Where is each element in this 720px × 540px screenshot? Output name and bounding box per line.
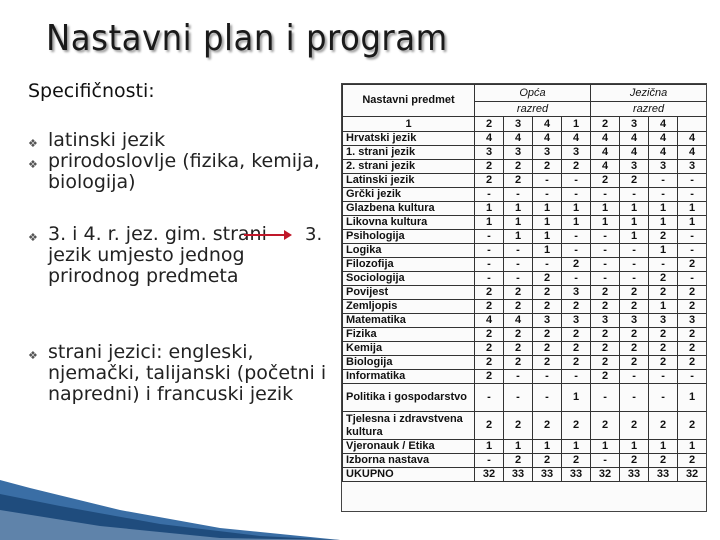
subject-cell: Latinski jezik <box>343 174 475 188</box>
hours-cell: 3 <box>649 314 678 328</box>
hours-cell: 33 <box>533 468 562 482</box>
hours-cell: - <box>649 384 678 412</box>
table-row <box>343 454 707 468</box>
hours-cell: 2 <box>620 174 649 188</box>
hours-cell: 4 <box>591 146 620 160</box>
subject-cell: Informatika <box>343 370 475 384</box>
hours-cell: - <box>562 272 591 286</box>
hours-cell: 2 <box>678 342 707 356</box>
hours-cell: 1 <box>678 440 707 454</box>
hours-cell: - <box>475 272 504 286</box>
hours-cell: 4 <box>504 132 533 146</box>
hours-cell: - <box>475 244 504 258</box>
table-row <box>343 244 707 258</box>
hours-cell: 2 <box>649 356 678 370</box>
hours-cell: - <box>649 258 678 272</box>
hours-cell: 1 <box>649 202 678 216</box>
grade-header-row <box>343 117 707 132</box>
hours-cell: - <box>475 454 504 468</box>
hours-cell: 1 <box>620 440 649 454</box>
hours-cell: - <box>504 384 533 412</box>
table-row <box>343 384 707 412</box>
hours-cell: 3 <box>504 146 533 160</box>
hours-cell: 2 <box>649 454 678 468</box>
hours-cell: 2 <box>562 356 591 370</box>
table-row <box>343 188 707 202</box>
hours-cell: 3 <box>678 160 707 174</box>
hours-cell: 4 <box>591 132 620 146</box>
subject-cell: Filozofija <box>343 258 475 272</box>
subject-cell: Hrvatski jezik <box>343 132 475 146</box>
hours-cell: 2 <box>504 328 533 342</box>
subject-cell: Matematika <box>343 314 475 328</box>
hours-cell: - <box>678 230 707 244</box>
subject-cell: Grčki jezik <box>343 188 475 202</box>
bullet-mark-icon: ❖ <box>28 137 38 150</box>
grade-header-cell: 3 <box>620 117 649 132</box>
hours-cell: - <box>533 370 562 384</box>
hours-cell: 4 <box>620 146 649 160</box>
hours-cell: 1 <box>533 440 562 454</box>
hours-cell: 2 <box>620 300 649 314</box>
hours-cell: 33 <box>562 468 591 482</box>
hours-cell: - <box>533 174 562 188</box>
hours-cell: 1 <box>620 216 649 230</box>
grade-header-cell: 1 <box>343 117 475 132</box>
grade-header-cell: 2 <box>591 117 620 132</box>
hours-cell: 32 <box>591 468 620 482</box>
subject-cell: Politika i gospodarstvo <box>343 384 475 412</box>
hours-cell: 3 <box>562 146 591 160</box>
hours-cell: 3 <box>533 314 562 328</box>
grade-header-cell: 3 <box>504 117 533 132</box>
hours-cell: 1 <box>504 202 533 216</box>
hours-cell: 1 <box>562 384 591 412</box>
bullet-text: prirodoslovlje (fizika, kemija, biologija) <box>48 150 320 193</box>
hours-cell: 3 <box>562 286 591 300</box>
hours-cell: 2 <box>649 286 678 300</box>
hours-cell: 4 <box>620 132 649 146</box>
section-subtitle: Specifičnosti: <box>28 80 155 102</box>
hours-cell: 2 <box>504 300 533 314</box>
hours-cell: 2 <box>533 454 562 468</box>
hours-cell: 1 <box>620 202 649 216</box>
hours-cell: 1 <box>678 384 707 412</box>
hours-cell: 2 <box>678 258 707 272</box>
table-row <box>343 440 707 454</box>
hours-cell: - <box>678 188 707 202</box>
hours-cell: 2 <box>620 328 649 342</box>
hours-cell: 2 <box>504 412 533 440</box>
hours-cell: 1 <box>504 440 533 454</box>
hours-cell: 1 <box>475 202 504 216</box>
hours-cell: 1 <box>620 230 649 244</box>
bullet-text: 3. i 4. r. jez. gim. strani jezik umjesto jednog prirodnog predmeta <box>48 223 267 287</box>
hours-cell: 2 <box>562 160 591 174</box>
hours-cell: 1 <box>533 202 562 216</box>
hours-cell: 2 <box>678 356 707 370</box>
hours-cell: - <box>562 244 591 258</box>
table-row <box>343 300 707 314</box>
hours-cell: 1 <box>504 216 533 230</box>
hours-cell: - <box>591 244 620 258</box>
hours-cell: - <box>591 384 620 412</box>
hours-cell: 2 <box>475 342 504 356</box>
hours-cell: 33 <box>620 468 649 482</box>
subject-cell: Vjeronauk / Etika <box>343 440 475 454</box>
subject-cell: Glazbena kultura <box>343 202 475 216</box>
hours-cell: 1 <box>591 440 620 454</box>
hours-cell: 4 <box>475 132 504 146</box>
hours-cell: 2 <box>562 300 591 314</box>
table-row <box>343 272 707 286</box>
hours-cell: 1 <box>562 202 591 216</box>
table-row <box>343 132 707 146</box>
table-row <box>343 328 707 342</box>
bullet-mark-icon: ❖ <box>28 349 38 362</box>
hours-cell: 1 <box>533 244 562 258</box>
arrow-target-label: 3. <box>305 224 323 245</box>
grade-header-cell: 2 <box>475 117 504 132</box>
hours-cell: 2 <box>591 342 620 356</box>
hours-cell: 2 <box>504 342 533 356</box>
header-group-general: Opća <box>475 85 591 102</box>
grade-header-cell: 4 <box>533 117 562 132</box>
hours-cell: 1 <box>649 300 678 314</box>
hours-cell: - <box>475 230 504 244</box>
hours-cell: 2 <box>475 286 504 300</box>
bullet-item <box>28 151 328 193</box>
hours-cell: 3 <box>562 314 591 328</box>
subject-cell: Tjelesna i zdravstvena kultura <box>343 412 475 440</box>
table-row <box>343 342 707 356</box>
subject-cell: 1. strani jezik <box>343 146 475 160</box>
hours-cell: 2 <box>533 356 562 370</box>
hours-cell: 2 <box>475 412 504 440</box>
header-group-language: Jezična <box>591 85 707 102</box>
hours-cell: 2 <box>591 286 620 300</box>
hours-cell: 2 <box>504 174 533 188</box>
table-body <box>343 85 707 482</box>
hours-cell: 2 <box>562 454 591 468</box>
hours-cell: - <box>475 188 504 202</box>
hours-cell: - <box>649 174 678 188</box>
hours-cell: 2 <box>678 328 707 342</box>
hours-cell: 1 <box>533 216 562 230</box>
hours-cell: - <box>504 258 533 272</box>
hours-cell: - <box>620 272 649 286</box>
hours-cell: 1 <box>649 440 678 454</box>
hours-cell: - <box>678 244 707 258</box>
hours-cell: - <box>591 230 620 244</box>
subject-cell: UKUPNO <box>343 468 475 482</box>
hours-cell: 1 <box>678 216 707 230</box>
hours-cell: 2 <box>533 160 562 174</box>
hours-cell: 2 <box>620 286 649 300</box>
hours-cell: - <box>620 188 649 202</box>
subject-cell: Povijest <box>343 286 475 300</box>
table-row <box>343 216 707 230</box>
hours-cell: 1 <box>649 216 678 230</box>
subject-cell: Psihologija <box>343 230 475 244</box>
hours-cell: 2 <box>562 258 591 272</box>
hours-cell: - <box>533 188 562 202</box>
table-row <box>343 160 707 174</box>
hours-cell: - <box>591 188 620 202</box>
hours-cell: 3 <box>620 160 649 174</box>
hours-cell: - <box>562 230 591 244</box>
hours-cell: 4 <box>533 132 562 146</box>
hours-cell: 3 <box>649 160 678 174</box>
table-row <box>343 286 707 300</box>
hours-cell: 4 <box>649 146 678 160</box>
decorative-stripe <box>0 480 340 540</box>
hours-cell: - <box>504 244 533 258</box>
hours-cell: 2 <box>591 356 620 370</box>
hours-cell: 33 <box>649 468 678 482</box>
hours-cell: - <box>533 384 562 412</box>
hours-cell: 2 <box>649 230 678 244</box>
bullet-item <box>28 130 165 151</box>
hours-cell: 4 <box>591 160 620 174</box>
hours-cell: 2 <box>533 300 562 314</box>
hours-cell: 2 <box>678 412 707 440</box>
table-row <box>343 314 707 328</box>
header-sub-language: razred <box>591 102 707 117</box>
hours-cell: 2 <box>504 454 533 468</box>
hours-cell: - <box>504 370 533 384</box>
hours-cell: 2 <box>591 412 620 440</box>
hours-cell: 2 <box>620 454 649 468</box>
hours-cell: 2 <box>533 342 562 356</box>
hours-cell: - <box>649 370 678 384</box>
subject-cell: Likovna kultura <box>343 216 475 230</box>
hours-cell: - <box>591 258 620 272</box>
hours-cell: - <box>504 188 533 202</box>
table-row <box>343 174 707 188</box>
hours-cell: - <box>678 174 707 188</box>
bullet-item <box>28 342 328 405</box>
hours-cell: 2 <box>562 328 591 342</box>
hours-cell: 2 <box>504 160 533 174</box>
subject-cell: Zemljopis <box>343 300 475 314</box>
table-row <box>343 230 707 244</box>
hours-cell: 2 <box>649 412 678 440</box>
hours-cell: 2 <box>620 412 649 440</box>
bullet-mark-icon: ❖ <box>28 158 38 171</box>
hours-cell: 4 <box>475 314 504 328</box>
red-arrow-icon <box>244 228 292 242</box>
hours-cell: 4 <box>678 132 707 146</box>
hours-cell: - <box>678 272 707 286</box>
hours-cell: 2 <box>591 328 620 342</box>
hours-cell: 2 <box>678 454 707 468</box>
hours-cell: 33 <box>504 468 533 482</box>
subject-cell: Izborna nastava <box>343 454 475 468</box>
subject-cell: Logika <box>343 244 475 258</box>
hours-cell: 2 <box>504 286 533 300</box>
hours-cell: - <box>533 258 562 272</box>
table-row <box>343 356 707 370</box>
hours-cell: - <box>591 454 620 468</box>
hours-cell: - <box>475 258 504 272</box>
subject-cell: Kemija <box>343 342 475 356</box>
hours-cell: 2 <box>475 328 504 342</box>
hours-cell: 2 <box>649 342 678 356</box>
hours-cell: 1 <box>562 216 591 230</box>
hours-cell: 3 <box>533 146 562 160</box>
hours-cell: 2 <box>475 300 504 314</box>
hours-cell: 2 <box>533 328 562 342</box>
hours-cell: 4 <box>678 146 707 160</box>
hours-cell: - <box>620 244 649 258</box>
hours-cell: 3 <box>678 314 707 328</box>
hours-cell: - <box>620 258 649 272</box>
hours-cell: - <box>620 370 649 384</box>
hours-cell: 2 <box>649 272 678 286</box>
hours-cell: 4 <box>504 314 533 328</box>
hours-cell: 2 <box>533 272 562 286</box>
hours-cell: 3 <box>620 314 649 328</box>
subject-cell: Sociologija <box>343 272 475 286</box>
hours-cell: 2 <box>591 370 620 384</box>
hours-cell: 2 <box>678 300 707 314</box>
bullet-text: strani jezici: engleski, njemački, talijanski (početni i napredni) i francuski jezik <box>48 341 327 405</box>
hours-cell: 2 <box>533 412 562 440</box>
hours-cell: 1 <box>562 440 591 454</box>
hours-cell: 2 <box>562 342 591 356</box>
hours-cell: 2 <box>620 356 649 370</box>
subject-cell: 2. strani jezik <box>343 160 475 174</box>
hours-cell: 3 <box>475 146 504 160</box>
hours-cell: 2 <box>475 370 504 384</box>
bullet-text: latinski jezik <box>48 129 166 151</box>
bullet-item <box>28 224 268 287</box>
table-row <box>343 370 707 384</box>
hours-cell: 1 <box>504 230 533 244</box>
hours-cell: 1 <box>591 216 620 230</box>
table-row <box>343 202 707 216</box>
hours-cell: 2 <box>562 412 591 440</box>
hours-cell: - <box>475 384 504 412</box>
hours-cell: 1 <box>533 230 562 244</box>
table-row <box>343 412 707 440</box>
hours-cell: 1 <box>649 244 678 258</box>
hours-cell: 2 <box>678 286 707 300</box>
table-row <box>343 146 707 160</box>
hours-cell: 4 <box>562 132 591 146</box>
header-subject: Nastavni predmet <box>343 85 475 117</box>
hours-cell: 1 <box>591 202 620 216</box>
hours-cell: - <box>562 370 591 384</box>
hours-cell: - <box>591 272 620 286</box>
hours-cell: 1 <box>475 216 504 230</box>
hours-cell: 32 <box>678 468 707 482</box>
hours-cell: 2 <box>475 160 504 174</box>
hours-cell: 4 <box>649 132 678 146</box>
hours-cell: - <box>562 188 591 202</box>
hours-cell: 1 <box>678 202 707 216</box>
hours-cell: - <box>504 272 533 286</box>
hours-cell: - <box>620 384 649 412</box>
hours-cell: 2 <box>475 174 504 188</box>
bullet-mark-icon: ❖ <box>28 231 38 244</box>
table-row <box>343 258 707 272</box>
hours-cell: 2 <box>533 286 562 300</box>
hours-cell: 2 <box>620 342 649 356</box>
grade-header-cell: 1 <box>562 117 591 132</box>
hours-cell: 1 <box>475 440 504 454</box>
hours-cell: - <box>649 188 678 202</box>
plan-table <box>342 84 707 482</box>
hours-cell: 2 <box>475 356 504 370</box>
hours-cell: 3 <box>591 314 620 328</box>
curriculum-table <box>341 83 707 512</box>
hours-cell: 2 <box>504 356 533 370</box>
page-title: Nastavni plan i program <box>46 18 448 59</box>
hours-cell: 2 <box>591 174 620 188</box>
table-row <box>343 468 707 482</box>
subject-cell: Fizika <box>343 328 475 342</box>
hours-cell: - <box>562 174 591 188</box>
grade-header-cell: 4 <box>649 117 678 132</box>
hours-cell: 32 <box>475 468 504 482</box>
hours-cell: 2 <box>649 328 678 342</box>
hours-cell: - <box>678 370 707 384</box>
header-sub-general: razred <box>475 102 591 117</box>
subject-cell: Biologija <box>343 356 475 370</box>
hours-cell: 2 <box>591 300 620 314</box>
